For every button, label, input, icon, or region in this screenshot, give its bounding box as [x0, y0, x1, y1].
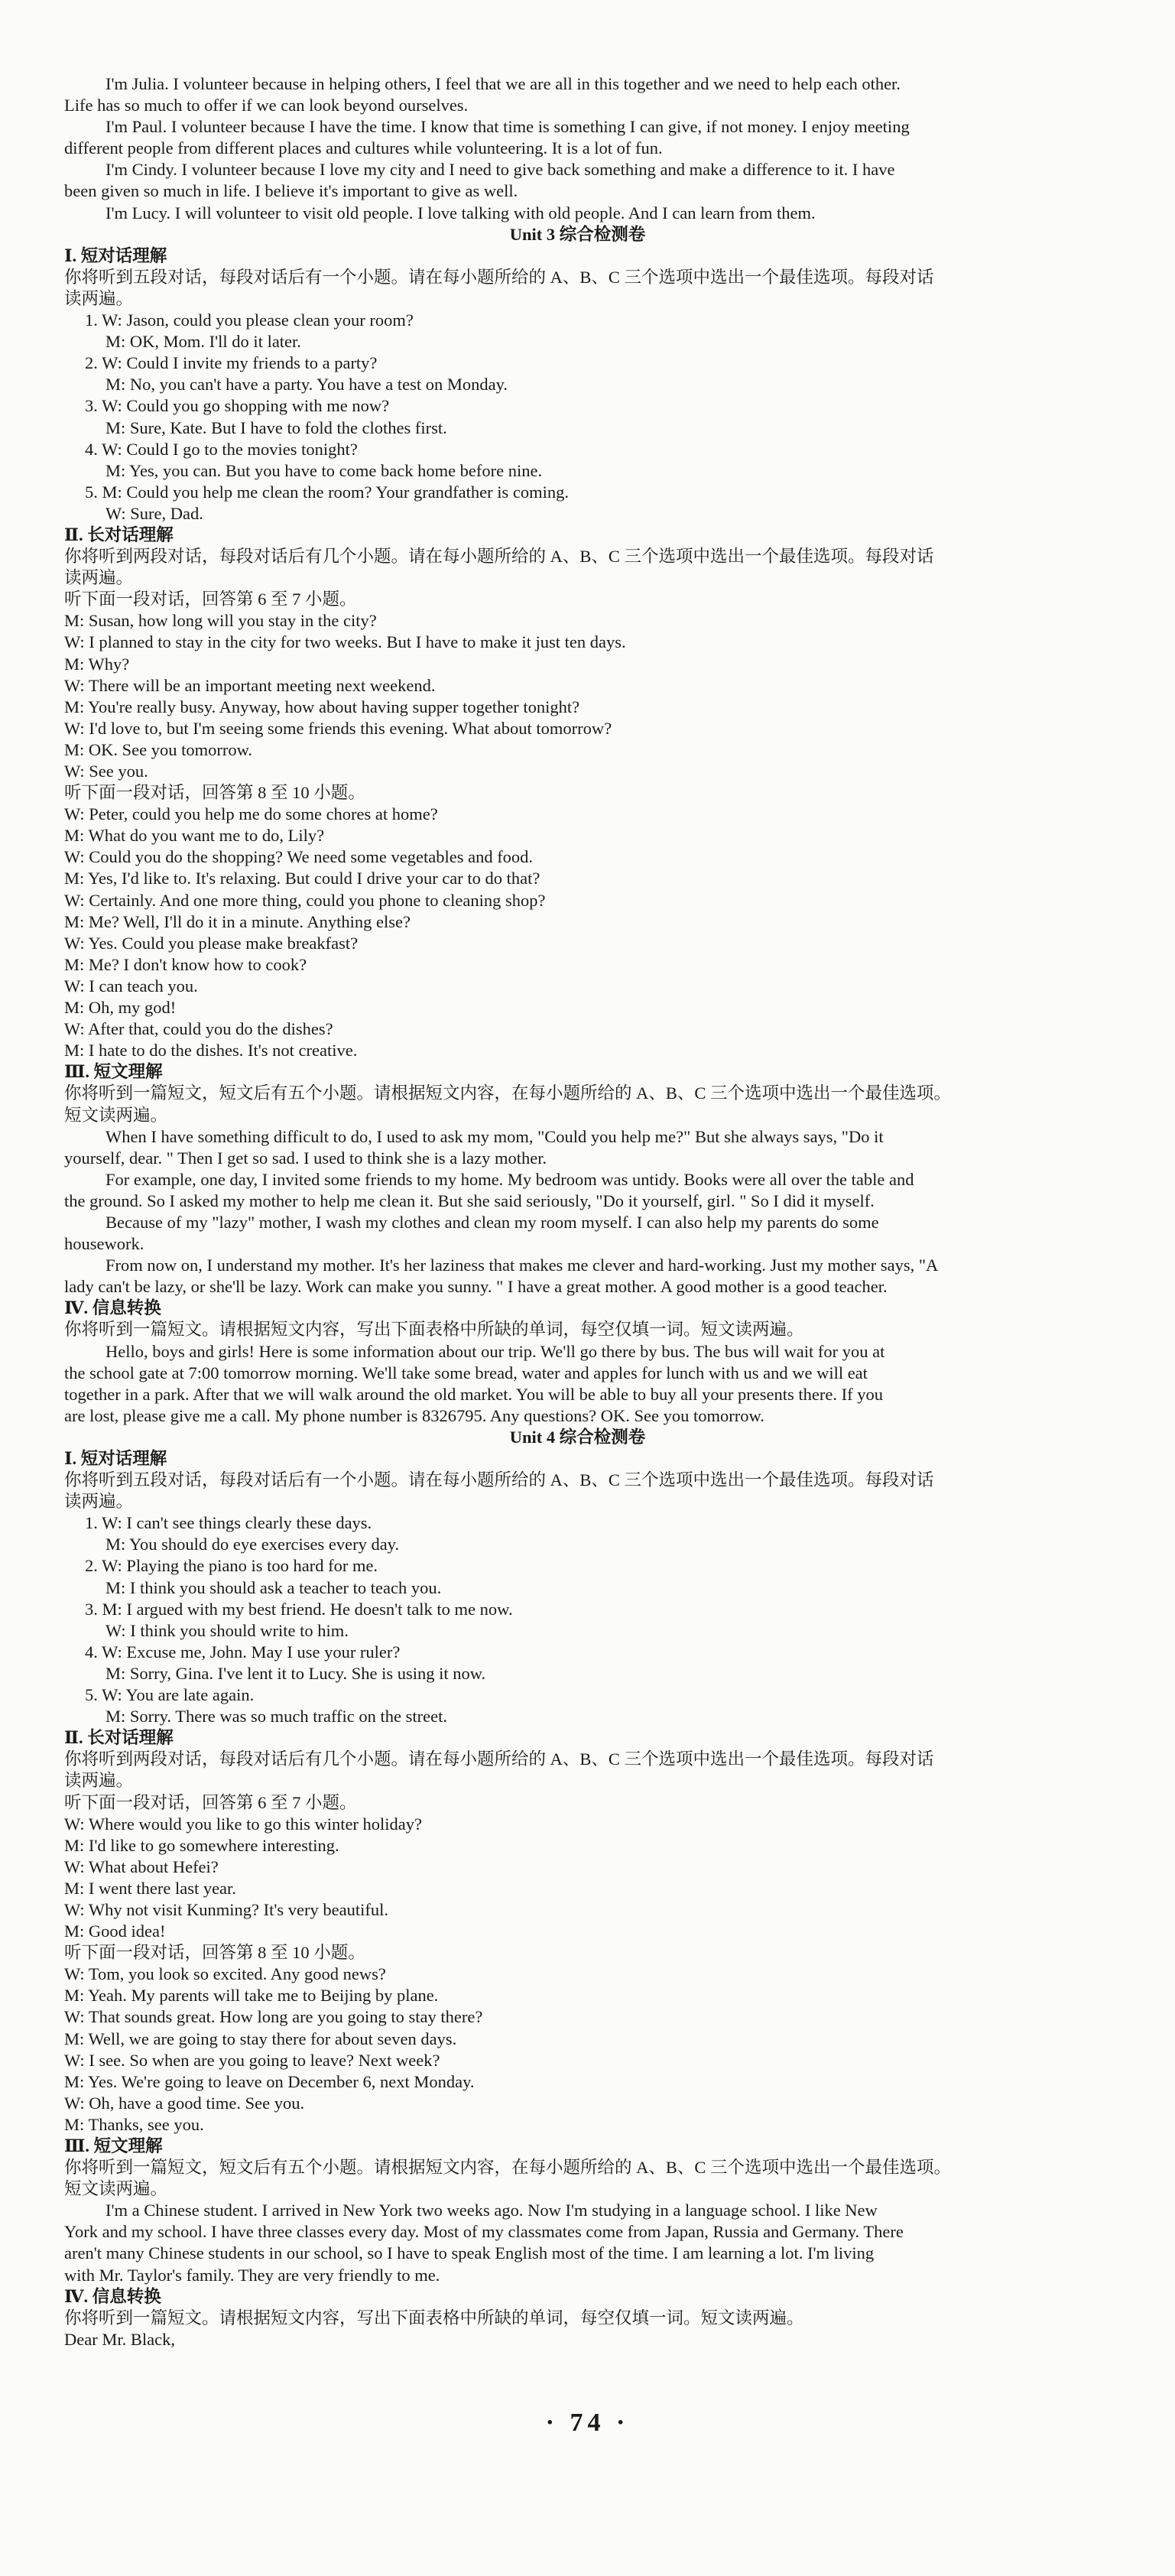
text-line: 听下面一段对话，回答第 6 至 7 小题。 [64, 590, 357, 609]
text-line: are lost, please give me a call. My phone number is 8326795. Any questions? OK. See you tomorrow. [64, 1405, 764, 1425]
text-line: W: I see. So when are you going to leave? Next week? [64, 2050, 440, 2070]
text-line: For example, one day, I invited some friends to my home. My bedroom was untidy. Books were all over the table and [105, 1169, 914, 1189]
text-line: W: Peter, could you help me do some chores at home? [64, 804, 438, 824]
text-line: M: Sure, Kate. But I have to fold the clothes first. [105, 417, 447, 437]
text-line: M: Well, we are going to stay there for about seven days. [64, 2029, 457, 2048]
text-line: 2. W: Playing the piano is too hard for me. [85, 1556, 378, 1576]
text-line: Life has so much to offer if we can look beyond ourselves. [64, 96, 469, 115]
text-line: M: You should do eye exercises every day. [105, 1535, 400, 1554]
text-line: 1. W: Jason, could you please clean your room? [85, 310, 414, 330]
text-line: I'm Paul. I volunteer because I have the time. I know that time is something I can give, if not money. I enjoy meeting [105, 117, 910, 137]
text-line: W: I planned to stay in the city for two weeks. But I have to make it just ten days. [64, 632, 626, 652]
text-line: W: There will be an important meeting next weekend. [64, 675, 436, 695]
text-line: the school gate at 7:00 tomorrow morning. We'll take some bread, water and apples for lunch with us and we will eat [64, 1363, 868, 1382]
part-heading: Ⅱ. 长对话理解 [64, 1728, 174, 1748]
part-heading: Ⅲ. 短文理解 [64, 2136, 163, 2155]
text-line: W: Where would you like to go this winter holiday? [64, 1814, 423, 1834]
text-line: W: I'd love to, but I'm seeing some friends this evening. What about tomorrow? [64, 718, 612, 738]
text-line: Hello, boys and girls! Here is some information about our trip. We'll go there by bus. The bus will wait for you at [105, 1341, 885, 1361]
text-line: York and my school. I have three classes every day. Most of my classmates come from Japan, Russia and Germany. There [64, 2222, 904, 2242]
text-line: 4. W: Could I go to the movies tonight? [85, 439, 358, 459]
text-line: When I have something difficult to do, I used to ask my mom, "Could you help me?" But she always says, "Do it [105, 1126, 884, 1146]
section-title: Unit 4 综合检测卷 [509, 1427, 646, 1447]
text-line: M: Yes, I'd like to. It's relaxing. But could I drive your car to do that? [64, 869, 540, 888]
text-line: M: Good idea! [64, 1921, 166, 1941]
text-line: M: You're really busy. Anyway, how about having supper together tonight? [64, 697, 580, 716]
text-line: lady can't be lazy, or she'll be lazy. Work can make you sunny. " I have a great mother. A good mother is a good teacher. [64, 1277, 888, 1297]
part-heading: Ⅱ. 长对话理解 [64, 525, 174, 544]
page-number: · 74 · [545, 2409, 630, 2437]
text-line: 3. W: Could you go shopping with me now? [85, 396, 390, 416]
text-line: I'm a Chinese student. I arrived in New York two weeks ago. Now I'm studying in a language school. I like New [105, 2201, 878, 2220]
text-line: housework. [64, 1234, 144, 1254]
text-line: W: What about Hefei? [64, 1856, 219, 1876]
text-line: W: Why not visit Kunming? It's very beautiful. [64, 1899, 388, 1919]
text-line: aren't many Chinese students in our school, so I have to speak English most of the time. I am learning a lot. I'm living [64, 2243, 875, 2263]
text-line: 4. W: Excuse me, John. May I use your ruler? [85, 1642, 401, 1662]
text-line: M: Oh, my god! [64, 998, 177, 1018]
text-line: I'm Julia. I volunteer because in helping others, I feel that we are all in this together and we need to help each other. [105, 74, 901, 93]
text-line: W: Sure, Dad. [105, 503, 203, 523]
text-line: 听下面一段对话，回答第 6 至 7 小题。 [64, 1792, 357, 1812]
text-line: M: I went there last year. [64, 1878, 236, 1898]
text-line: 读两遍。 [64, 1771, 134, 1791]
text-line: 你将听到五段对话，每段对话后有一个小题。请在每小题所给的 A、B、C 三个选项中选出一个最佳选项。每段对话 [64, 267, 934, 287]
text-line: 你将听到两段对话，每段对话后有几个小题。请在每小题所给的 A、B、C 三个选项中选出一个最佳选项。每段对话 [64, 547, 934, 567]
text-line: together in a park. After that we will walk around the old market. You will be able to buy all your presents there. If you [64, 1384, 883, 1404]
text-line: 你将听到一篇短文。请根据短文内容，写出下面表格中所缺的单词，每空仅填一词。短文读两遍。 [64, 2308, 804, 2327]
text-line: Dear Mr. Black, [64, 2329, 175, 2349]
text-line: 你将听到两段对话，每段对话后有几个小题。请在每小题所给的 A、B、C 三个选项中选出一个最佳选项。每段对话 [64, 1749, 934, 1769]
text-line: M: I think you should ask a teacher to teach you. [105, 1577, 442, 1597]
text-line: been given so much in life. I believe it's important to give as well. [64, 181, 518, 201]
text-line: I'm Cindy. I volunteer because I love my city and I need to give back something and make a difference to it. I have [105, 160, 895, 180]
text-line: W: That sounds great. How long are you going to stay there? [64, 2007, 483, 2027]
text-line: Because of my "lazy" mother, I wash my clothes and clean my room myself. I can also help my parents do some [105, 1212, 879, 1232]
text-line: 短文读两遍。 [64, 1105, 168, 1125]
text-line: W: Oh, have a good time. See you. [64, 2093, 305, 2113]
text-line: 你将听到一篇短文，短文后有五个小题。请根据短文内容，在每小题所给的 A、B、C 三个选项中选出一个最佳选项。 [64, 2158, 952, 2178]
text-line: 你将听到五段对话，每段对话后有一个小题。请在每小题所给的 A、B、C 三个选项中选出一个最佳选项。每段对话 [64, 1470, 934, 1490]
text-line: M: Sorry. There was so much traffic on the street. [105, 1707, 447, 1727]
text-line: 3. M: I argued with my best friend. He doesn't talk to me now. [85, 1599, 513, 1619]
part-heading: Ⅳ. 信息转换 [64, 2286, 161, 2306]
text-line: 短文读两遍。 [64, 2179, 168, 2199]
text-line: M: OK, Mom. I'll do it later. [105, 332, 301, 352]
text-line: 1. W: I can't see things clearly these days. [85, 1513, 372, 1533]
text-body [64, 73, 1091, 2350]
text-line: yourself, dear. " Then I get so sad. I used to think she is a lazy mother. [64, 1148, 547, 1168]
text-line: M: Yes, you can. But you have to come back home before nine. [105, 460, 543, 480]
text-line: M: Me? Well, I'll do it in a minute. Anything else? [64, 911, 411, 931]
part-heading: Ⅳ. 信息转换 [64, 1298, 161, 1318]
text-line: M: I'd like to go somewhere interesting. [64, 1835, 339, 1855]
text-line: 5. M: Could you help me clean the room? Your grandfather is coming. [85, 482, 570, 502]
text-line: M: OK. See you tomorrow. [64, 739, 253, 759]
text-line: W: I think you should write to him. [105, 1620, 349, 1640]
text-line: W: Certainly. And one more thing, could you phone to cleaning shop? [64, 890, 546, 910]
text-line: M: What do you want me to do, Lily? [64, 826, 325, 846]
text-line: with Mr. Taylor's family. They are very friendly to me. [64, 2265, 440, 2285]
text-line: M: Yeah. My parents will take me to Beijing by plane. [64, 1986, 439, 2006]
text-line: 你将听到一篇短文。请根据短文内容，写出下面表格中所缺的单词，每空仅填一词。短文读两遍。 [64, 1320, 804, 1340]
text-line: W: After that, could you do the dishes? [64, 1019, 333, 1039]
text-line: M: Susan, how long will you stay in the city? [64, 611, 377, 631]
text-line: M: Me? I don't know how to cook? [64, 954, 307, 974]
text-line: W: Tom, you look so excited. Any good news? [64, 1964, 386, 1984]
text-line: W: Could you do the shopping? We need some vegetables and food. [64, 847, 534, 867]
text-line: M: Yes. We're going to leave on December 6, next Monday. [64, 2071, 475, 2091]
text-line: 你将听到一篇短文，短文后有五个小题。请根据短文内容，在每小题所给的 A、B、C 三个选项中选出一个最佳选项。 [64, 1083, 952, 1103]
text-line: W: See you. [64, 762, 148, 781]
text-line: M: Sorry, Gina. I've lent it to Lucy. She is using it now. [105, 1663, 486, 1683]
text-line: M: Why? [64, 654, 130, 674]
text-line: W: Yes. Could you please make breakfast? [64, 933, 359, 953]
text-line: 2. W: Could I invite my friends to a party? [85, 353, 378, 373]
text-line: 听下面一段对话，回答第 8 至 10 小题。 [64, 783, 365, 803]
part-heading: Ⅰ. 短对话理解 [64, 245, 167, 265]
part-heading: Ⅰ. 短对话理解 [64, 1449, 167, 1468]
text-line: M: I hate to do the dishes. It's not creative. [64, 1041, 358, 1061]
text-line: W: I can teach you. [64, 976, 198, 996]
text-line: 听下面一段对话，回答第 8 至 10 小题。 [64, 1943, 365, 1963]
text-line: 读两遍。 [64, 568, 134, 588]
text-line: 5. W: You are late again. [85, 1685, 255, 1705]
text-line: From now on, I understand my mother. It's her laziness that makes me clever and hard-working. Just my mother says, "A [105, 1256, 939, 1275]
part-heading: Ⅲ. 短文理解 [64, 1062, 163, 1082]
text-line: 读两遍。 [64, 1492, 134, 1512]
section-title: Unit 3 综合检测卷 [509, 224, 646, 244]
text-line: 读两遍。 [64, 288, 134, 308]
text-line: M: Thanks, see you. [64, 2114, 204, 2134]
text-line: M: No, you can't have a party. You have a test on Monday. [105, 375, 508, 395]
text-line: different people from different places and cultures while volunteering. It is a lot of fun. [64, 138, 663, 158]
text-line: the ground. So I asked my mother to help me clean it. But she said seriously, "Do it yourself, girl. " So I did it myself. [64, 1191, 875, 1210]
text-line: I'm Lucy. I will volunteer to visit old people. I love talking with old people. And I can learn from them. [105, 203, 816, 223]
